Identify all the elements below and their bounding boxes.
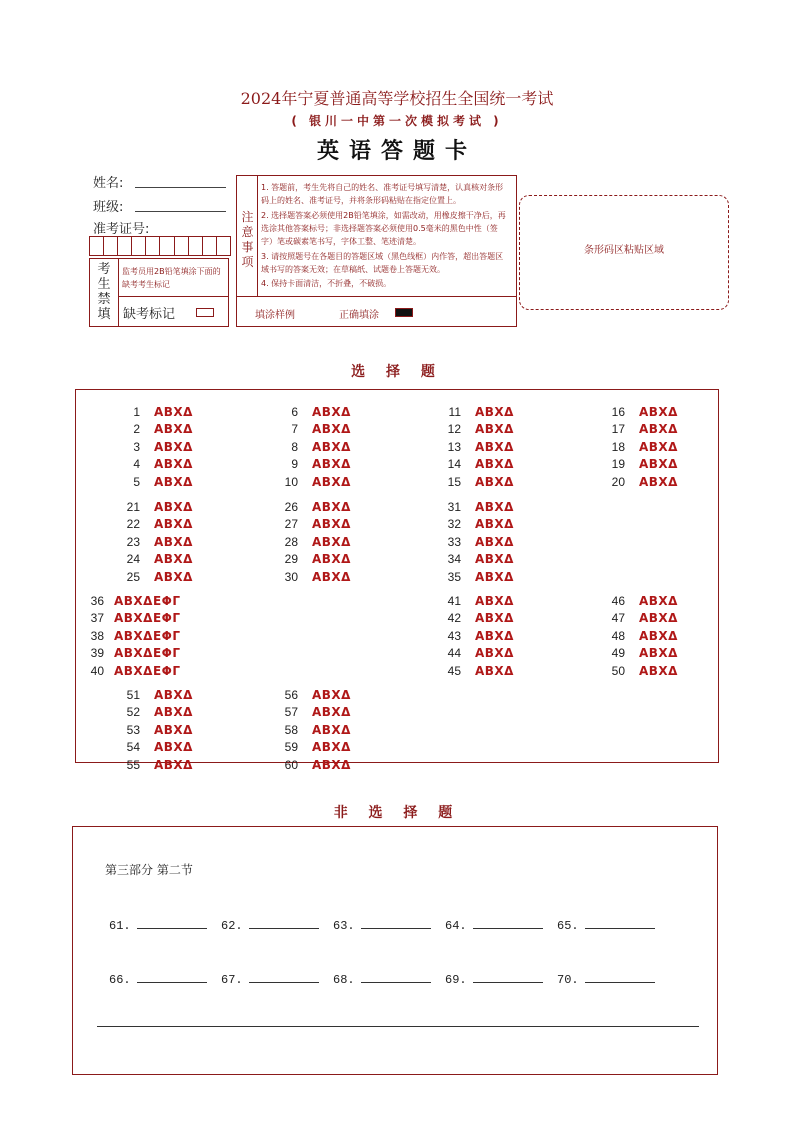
question-row <box>86 628 181 645</box>
question-row <box>112 534 193 551</box>
name-field[interactable] <box>135 173 226 188</box>
question-number: 30 <box>284 569 298 584</box>
question-number: 45 <box>447 663 461 678</box>
question-row <box>597 474 678 491</box>
question-row <box>270 569 351 586</box>
fill-in-number: 70. <box>557 973 579 987</box>
exam-subtitle: ( 银川一中第一次模拟考试 ) <box>291 114 503 128</box>
question-number: 6 <box>291 405 298 419</box>
choice-section-title: 选 择 题 <box>351 364 443 380</box>
answer-options[interactable]: ABXΔ <box>475 646 514 661</box>
question-number: 1 <box>133 405 140 419</box>
answer-options[interactable]: ABXΔEΦΓ <box>114 663 181 678</box>
question-number: 12 <box>447 422 461 437</box>
question-number: 48 <box>611 628 625 643</box>
question-number: 23 <box>126 534 140 549</box>
answer-options[interactable]: ABXΔ <box>475 594 514 608</box>
question-row <box>112 421 193 438</box>
answer-options[interactable]: ABXΔEΦΓ <box>114 646 181 661</box>
answer-options[interactable]: ABXΔ <box>312 457 351 472</box>
answer-options[interactable]: ABXΔ <box>475 422 514 437</box>
answer-options[interactable]: ABXΔ <box>639 611 678 626</box>
answer-options[interactable]: ABXΔ <box>475 474 514 489</box>
question-number: 29 <box>284 552 298 567</box>
fill-in-number: 67. <box>221 973 243 987</box>
answer-options[interactable]: ABXΔ <box>312 705 351 720</box>
question-number: 36 <box>90 594 104 608</box>
question-number: 35 <box>447 569 461 584</box>
answer-options[interactable]: ABXΔ <box>639 439 678 454</box>
question-number: 5 <box>133 474 140 489</box>
answer-options[interactable]: ABXΔ <box>154 740 193 755</box>
fill-in-item <box>333 916 431 933</box>
question-row <box>433 404 514 421</box>
question-row <box>433 610 514 627</box>
question-row <box>270 739 351 756</box>
question-number: 3 <box>133 439 140 454</box>
question-row <box>433 456 514 473</box>
question-row <box>112 439 193 456</box>
fill-in-number: 63. <box>333 919 355 933</box>
answer-options[interactable]: ABXΔ <box>154 474 193 489</box>
question-row <box>597 404 678 421</box>
question-row <box>597 610 678 627</box>
question-number: 10 <box>284 474 298 489</box>
question-number: 46 <box>611 594 625 608</box>
fill-in-blank[interactable] <box>249 970 319 983</box>
question-row <box>112 569 193 586</box>
answer-options[interactable]: ABXΔ <box>154 405 193 419</box>
answer-options[interactable]: ABXΔ <box>475 534 514 549</box>
fill-sample-label: 填涂样例 <box>255 310 295 321</box>
answer-options[interactable]: ABXΔ <box>475 663 514 678</box>
answer-options[interactable]: ABXΔ <box>154 688 193 702</box>
answer-options[interactable]: ABXΔ <box>639 457 678 472</box>
question-number: 34 <box>447 552 461 567</box>
question-number: 22 <box>126 517 140 532</box>
question-row <box>597 593 678 610</box>
question-row <box>597 628 678 645</box>
question-number: 7 <box>291 422 298 437</box>
answer-options[interactable]: ABXΔ <box>475 517 514 532</box>
question-number: 2 <box>133 422 140 437</box>
absent-label: 缺考标记 <box>123 307 176 322</box>
answer-options[interactable]: ABXΔ <box>312 517 351 532</box>
answer-options[interactable]: ABXΔ <box>312 740 351 755</box>
question-row <box>270 551 351 568</box>
question-number: 42 <box>447 611 461 626</box>
answer-card-title: 英语答题卡 <box>316 138 477 164</box>
question-number: 58 <box>284 722 298 737</box>
question-number: 43 <box>447 628 461 643</box>
answer-options[interactable]: ABXΔ <box>154 517 193 532</box>
answer-options[interactable]: ABXΔ <box>312 688 351 702</box>
part-label: 第三部分 第二节 <box>105 863 193 877</box>
question-number: 17 <box>611 422 625 437</box>
question-number: 20 <box>611 474 625 489</box>
fill-in-item <box>109 916 207 933</box>
fill-in-item <box>557 970 655 987</box>
answer-options[interactable]: ABXΔ <box>475 611 514 626</box>
barcode-label: 条形码区粘贴区域 <box>584 245 664 256</box>
question-row <box>86 663 181 680</box>
question-row <box>112 722 193 739</box>
prohibit-instruction: 监考员用2B铅笔填涂下面的缺考考生标记 <box>122 267 221 289</box>
answer-options[interactable]: ABXΔ <box>639 646 678 661</box>
question-number: 52 <box>126 705 140 720</box>
answer-options[interactable]: ABXΔ <box>475 457 514 472</box>
nonchoice-answer-box <box>72 826 718 1075</box>
question-number: 39 <box>90 646 104 661</box>
answer-options[interactable]: ABXΔ <box>312 500 351 514</box>
question-row <box>433 663 514 680</box>
answer-options[interactable]: ABXΔ <box>312 757 351 772</box>
question-row <box>270 404 351 421</box>
question-row <box>433 499 514 516</box>
fill-in-blank[interactable] <box>137 916 207 929</box>
question-row <box>112 404 193 421</box>
answer-options[interactable]: ABXΔEΦΓ <box>114 594 181 608</box>
prohibit-side-label: 考生禁填 <box>97 262 111 322</box>
answer-options[interactable]: ABXΔ <box>639 663 678 678</box>
answer-options[interactable]: ABXΔ <box>312 722 351 737</box>
question-row <box>597 456 678 473</box>
fill-in-blank[interactable] <box>585 916 655 929</box>
question-number: 18 <box>611 439 625 454</box>
notice-item: 3. 请按照题号在各题目的答题区域（黑色线框）内作答，超出答题区域书写的答案无效；在草稿纸、试题卷上答题无效。 <box>261 252 504 274</box>
notice-box <box>236 175 517 327</box>
question-row <box>270 704 351 721</box>
answer-options[interactable]: ABXΔ <box>154 705 193 720</box>
question-number: 37 <box>90 611 104 626</box>
question-number: 31 <box>447 500 461 514</box>
answer-options[interactable]: ABXΔ <box>312 474 351 489</box>
question-number: 50 <box>611 663 625 678</box>
answer-options[interactable]: ABXΔ <box>154 534 193 549</box>
fill-in-number: 68. <box>333 973 355 987</box>
question-row <box>597 645 678 662</box>
question-number: 21 <box>126 500 140 514</box>
barcode-area <box>519 195 729 310</box>
notice-side-label: 注意事项 <box>241 210 254 269</box>
answer-options[interactable]: ABXΔ <box>312 552 351 567</box>
question-row <box>597 439 678 456</box>
answer-options[interactable]: ABXΔ <box>312 569 351 584</box>
question-row <box>270 722 351 739</box>
fill-in-number: 65. <box>557 919 579 933</box>
fill-in-number: 69. <box>445 973 467 987</box>
fill-in-item <box>445 970 543 987</box>
question-row <box>270 456 351 473</box>
class-field[interactable] <box>135 197 226 212</box>
question-number: 13 <box>447 439 461 454</box>
question-number: 26 <box>284 500 298 514</box>
name-label: 姓名: <box>93 176 124 191</box>
question-number: 47 <box>611 611 625 626</box>
answer-options[interactable]: ABXΔEΦΓ <box>114 611 181 626</box>
fill-in-blank[interactable] <box>361 970 431 983</box>
question-number: 4 <box>133 457 140 472</box>
question-number: 55 <box>126 757 140 772</box>
fill-in-item <box>109 970 207 987</box>
answer-options[interactable]: ABXΔ <box>154 757 193 772</box>
fill-in-blank[interactable] <box>249 916 319 929</box>
exam-title: 2024年宁夏普通高等学校招生全国统一考试 <box>240 89 554 108</box>
fill-in-number: 61. <box>109 919 131 933</box>
question-row <box>433 551 514 568</box>
question-row <box>433 534 514 551</box>
fill-in-item <box>445 916 543 933</box>
question-row <box>112 474 193 491</box>
question-row <box>433 516 514 533</box>
question-row <box>86 593 181 610</box>
writing-line[interactable] <box>97 1026 699 1027</box>
fill-in-number: 62. <box>221 919 243 933</box>
answer-options[interactable]: ABXΔ <box>639 474 678 489</box>
answer-options[interactable]: ABXΔ <box>639 628 678 643</box>
question-number: 8 <box>291 439 298 454</box>
fill-in-blank[interactable] <box>473 916 543 929</box>
question-row <box>112 499 193 516</box>
question-number: 32 <box>447 517 461 532</box>
question-row <box>112 739 193 756</box>
answer-options[interactable]: ABXΔ <box>154 569 193 584</box>
question-number: 44 <box>447 646 461 661</box>
fill-in-blank[interactable] <box>585 970 655 983</box>
question-row <box>270 534 351 551</box>
question-row <box>433 421 514 438</box>
question-number: 24 <box>126 552 140 567</box>
question-number: 25 <box>126 569 140 584</box>
fill-in-blank[interactable] <box>473 970 543 983</box>
question-row <box>433 439 514 456</box>
answer-options[interactable]: ABXΔ <box>154 439 193 454</box>
question-row <box>270 439 351 456</box>
notice-item: 1. 答题前，考生先将自己的姓名、准考证号填写清楚，认真核对条形码上的姓名、准考证号，并将条形码粘贴在指定位置上。 <box>261 183 504 205</box>
fill-in-item <box>221 916 319 933</box>
question-row <box>112 516 193 533</box>
answer-options[interactable]: ABXΔ <box>312 422 351 437</box>
answer-options[interactable]: ABXΔ <box>475 439 514 454</box>
answer-options[interactable]: ABXΔ <box>154 457 193 472</box>
question-row <box>270 757 351 774</box>
answer-options[interactable]: ABXΔ <box>475 405 514 419</box>
question-number: 51 <box>126 688 140 702</box>
question-row <box>433 474 514 491</box>
answer-options[interactable]: ABXΔ <box>312 405 351 419</box>
question-number: 19 <box>611 457 625 472</box>
fill-in-item <box>221 970 319 987</box>
question-row <box>112 757 193 774</box>
question-row <box>433 628 514 645</box>
question-row <box>270 421 351 438</box>
question-row <box>433 645 514 662</box>
answer-options[interactable]: ABXΔ <box>475 628 514 643</box>
question-number: 14 <box>447 457 461 472</box>
question-row <box>112 704 193 721</box>
exam-number-grid[interactable] <box>89 236 231 256</box>
question-row <box>270 474 351 491</box>
question-number: 33 <box>447 534 461 549</box>
answer-options[interactable]: ABXΔEΦΓ <box>114 628 181 643</box>
class-label: 班级: <box>93 200 124 215</box>
question-row <box>270 516 351 533</box>
question-row <box>270 499 351 516</box>
question-number: 41 <box>447 594 461 608</box>
question-number: 27 <box>284 517 298 532</box>
answer-options[interactable]: ABXΔ <box>312 439 351 454</box>
question-number: 38 <box>90 628 104 643</box>
question-row <box>597 663 678 680</box>
question-number: 15 <box>447 474 461 489</box>
question-number: 28 <box>284 534 298 549</box>
question-row <box>112 456 193 473</box>
answer-options[interactable]: ABXΔ <box>154 500 193 514</box>
answer-options[interactable]: ABXΔ <box>312 534 351 549</box>
nonchoice-section-title: 非 选 择 题 <box>333 805 461 821</box>
fill-in-blank[interactable] <box>137 970 207 983</box>
answer-options[interactable]: ABXΔ <box>154 552 193 567</box>
answer-options[interactable]: ABXΔ <box>154 722 193 737</box>
answer-options[interactable]: ABXΔ <box>639 594 678 608</box>
fill-in-number: 66. <box>109 973 131 987</box>
question-number: 53 <box>126 722 140 737</box>
question-row <box>112 687 193 704</box>
correct-fill-label: 正确填涂 <box>339 310 379 321</box>
question-number: 60 <box>284 757 298 772</box>
question-number: 49 <box>611 646 625 661</box>
question-row <box>112 551 193 568</box>
prohibit-box <box>89 258 229 327</box>
question-row <box>433 593 514 610</box>
question-row <box>86 645 181 662</box>
answer-options[interactable]: ABXΔ <box>639 422 678 437</box>
fill-in-number: 64. <box>445 919 467 933</box>
question-number: 16 <box>611 405 625 419</box>
question-number: 59 <box>284 740 298 755</box>
question-row <box>433 569 514 586</box>
answer-options[interactable]: ABXΔ <box>475 569 514 584</box>
exam-number-label: 准考证号: <box>93 222 150 237</box>
answer-options[interactable]: ABXΔ <box>475 552 514 567</box>
notice-item: 2. 选择题答案必须使用2B铅笔填涂，如需改动，用橡皮擦干净后，再选涂其他答案标号；非选择题答案必须使用0.5毫米的黑色中性（签字）笔或碳素笔书写，字体工整、笔迹清楚。 <box>261 211 506 246</box>
question-row <box>597 421 678 438</box>
question-number: 56 <box>284 688 298 702</box>
question-row <box>270 687 351 704</box>
fill-in-item <box>333 970 431 987</box>
absent-mark-box[interactable] <box>196 308 214 317</box>
question-number: 11 <box>448 405 461 419</box>
notice-item: 4. 保持卡面清洁，不折叠，不破损。 <box>261 279 392 288</box>
question-number: 57 <box>284 705 298 720</box>
fill-in-item <box>557 916 655 933</box>
answer-options[interactable]: ABXΔ <box>639 405 678 419</box>
question-number: 54 <box>126 740 140 755</box>
question-number: 9 <box>291 457 298 472</box>
correct-fill-sample <box>395 308 413 317</box>
question-row <box>86 610 181 627</box>
answer-options[interactable]: ABXΔ <box>475 500 514 514</box>
fill-in-blank[interactable] <box>361 916 431 929</box>
question-number: 40 <box>90 663 104 678</box>
answer-options[interactable]: ABXΔ <box>154 422 193 437</box>
